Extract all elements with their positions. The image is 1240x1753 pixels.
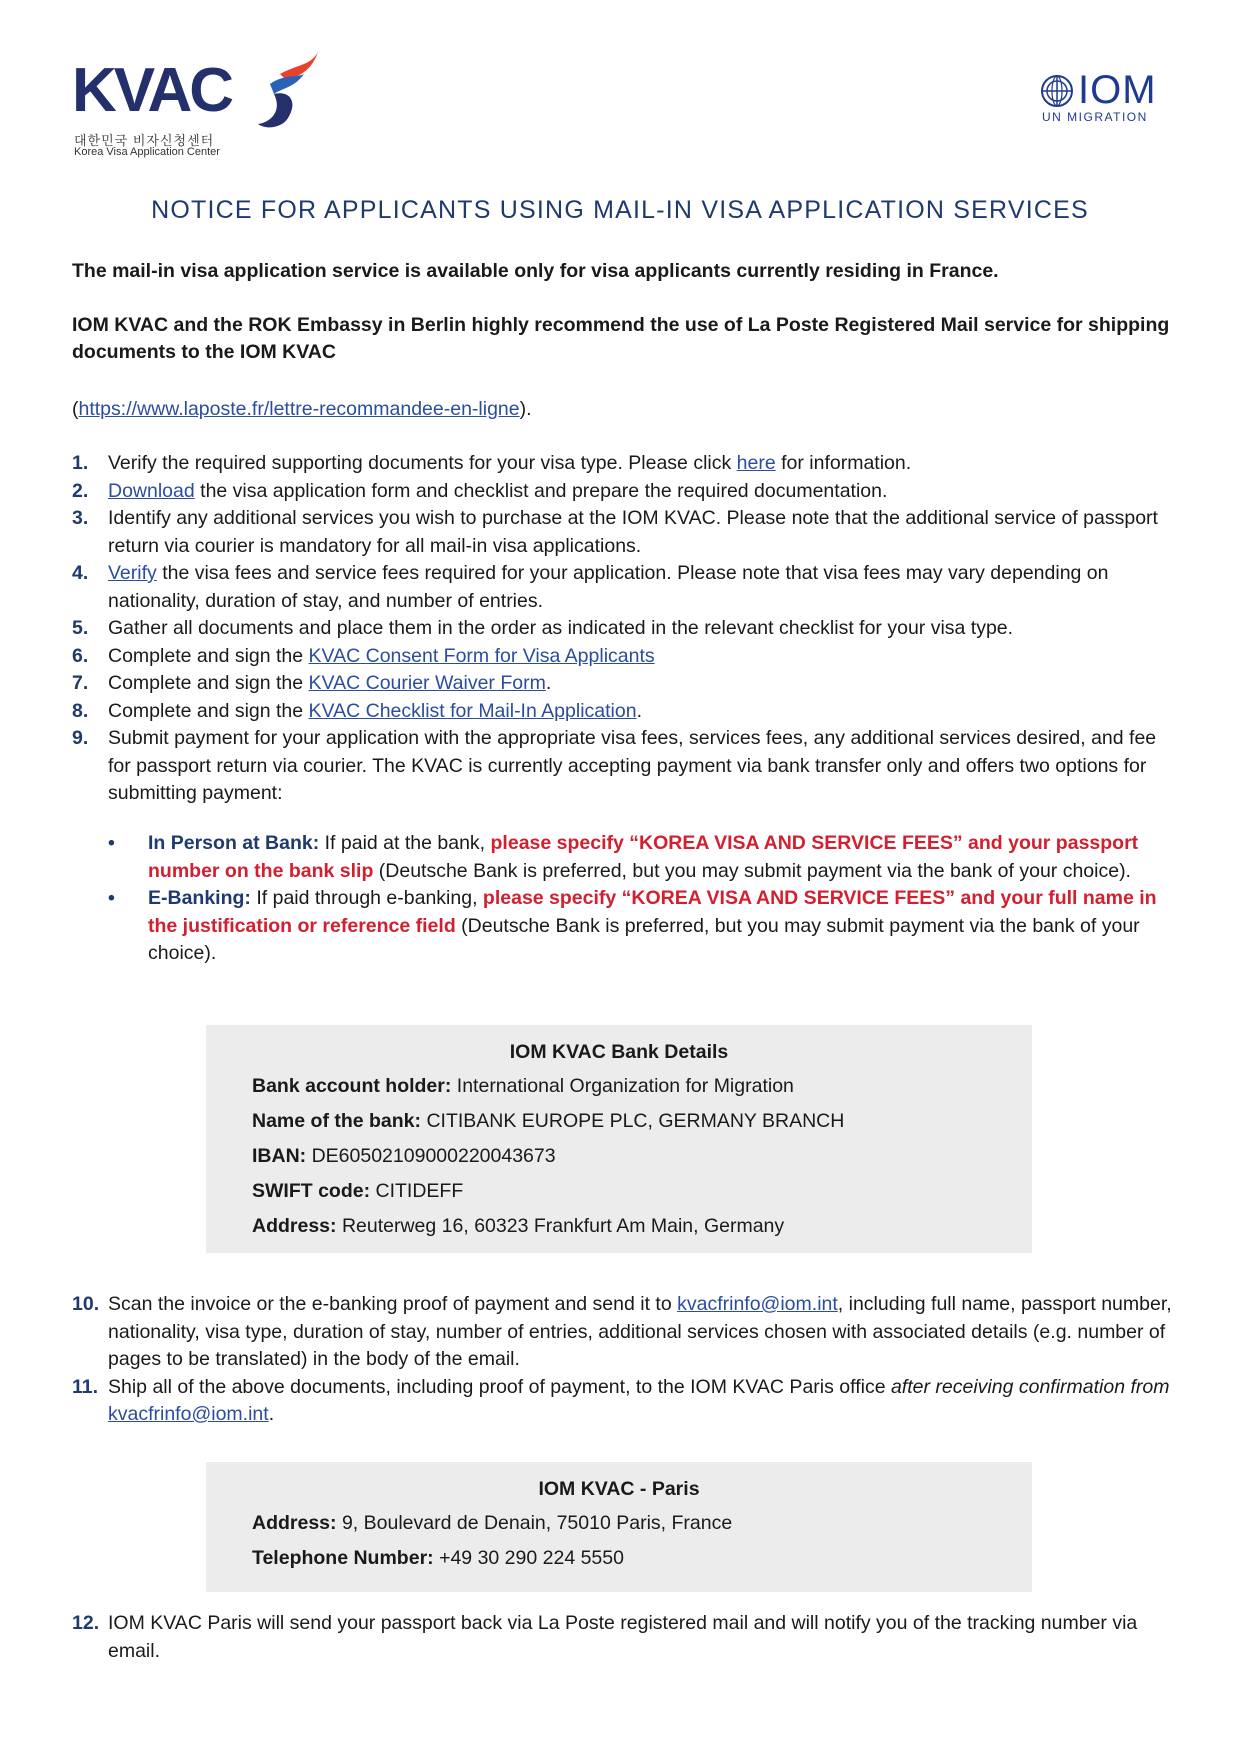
step-item bbox=[72, 698, 1182, 726]
step-number: 4. bbox=[72, 562, 89, 584]
step-text: the visa fees and service fees required for your application. Please note that visa fees may vary depending on nationality, duration of stay, and number of entries. bbox=[108, 562, 1109, 612]
un-globe-icon bbox=[1040, 74, 1074, 108]
step-number: 1. bbox=[72, 452, 89, 474]
step-text: Submit payment for your application with the appropriate visa fees, services fees, any additional services desired, and fee for passport return via courier. The KVAC is currently accepting payment via bank transfer only and offers two options for submitting payment: bbox=[108, 727, 1157, 804]
step-item bbox=[72, 615, 1182, 643]
paris-row bbox=[252, 1546, 1032, 1571]
bank-row bbox=[252, 1109, 1032, 1134]
step-number: 2. bbox=[72, 479, 89, 502]
intro-paragraph-1: The mail-in visa application service is available only for visa applicants currently residing in France. bbox=[72, 260, 999, 282]
bank-row-value: DE60502109000220043673 bbox=[306, 1145, 556, 1167]
paris-office-box bbox=[206, 1462, 1032, 1592]
kvac-logo bbox=[72, 44, 262, 162]
bank-row-value: Reuterweg 16, 60323 Frankfurt Am Main, Germany bbox=[336, 1215, 785, 1237]
steps-list-1 bbox=[72, 450, 1182, 808]
here-link[interactable]: here bbox=[736, 452, 776, 474]
step-text: . bbox=[268, 1403, 275, 1425]
checklist-link[interactable]: KVAC Checklist for Mail-In Application bbox=[308, 699, 637, 722]
iom-logo-text: IOM bbox=[1078, 68, 1157, 112]
step-text: the visa application form and checklist and prepare the required documentation. bbox=[194, 479, 888, 502]
step-item bbox=[72, 643, 1182, 671]
bullet-label: E-Banking: bbox=[148, 887, 251, 909]
kvac-english-name: Korea Visa Application Center bbox=[74, 146, 220, 158]
step-text: Verify the required supporting documents for your visa type. Please click bbox=[108, 452, 737, 474]
step-italic-text: after receiving confirmation from bbox=[890, 1375, 1170, 1398]
step-item bbox=[72, 560, 1182, 615]
step-item bbox=[72, 1291, 1182, 1374]
consent-form-link[interactable]: KVAC Consent Form for Visa Applicants bbox=[308, 644, 655, 667]
bank-row-key: IBAN: bbox=[252, 1145, 307, 1167]
bullet-dot: • bbox=[108, 887, 115, 909]
iom-subtitle: UN MIGRATION bbox=[1042, 110, 1148, 124]
step-number: 6. bbox=[72, 644, 89, 667]
bank-details-box bbox=[206, 1025, 1032, 1253]
email-link[interactable]: kvacfrinfo@iom.int bbox=[108, 1403, 269, 1425]
bullet-highlight: please specify “KOREA VISA AND SERVICE FEES” and your passport number on the bank slip bbox=[148, 832, 1139, 882]
step-text: Complete and sign the bbox=[108, 644, 309, 667]
bullet-text: (Deutsche Bank is preferred, but you may submit payment via the bank of your choice). bbox=[148, 914, 1140, 964]
step-text: Gather all documents and place them in the order as indicated in the relevant checklist for your visa type. bbox=[108, 617, 1014, 639]
bank-row bbox=[252, 1074, 1032, 1099]
download-link[interactable]: Download bbox=[108, 479, 195, 502]
step-item bbox=[72, 1374, 1182, 1429]
iom-logo bbox=[1040, 68, 1175, 128]
page-title: NOTICE FOR APPLICANTS USING MAIL-IN VISA APPLICATION SERVICES bbox=[151, 196, 1089, 224]
step-number: 5. bbox=[72, 617, 89, 639]
email-link[interactable]: kvacfrinfo@iom.int bbox=[677, 1293, 838, 1315]
bank-row-key: SWIFT code: bbox=[252, 1180, 371, 1202]
step-item bbox=[72, 478, 1182, 506]
step-text: . bbox=[636, 699, 642, 722]
step-number: 10. bbox=[72, 1293, 100, 1315]
bank-row bbox=[252, 1179, 1032, 1204]
bank-row-value: CITIDEFF bbox=[370, 1180, 464, 1202]
step-text: Scan the invoice or the e-banking proof of payment and send it to bbox=[108, 1293, 678, 1315]
payment-options-list bbox=[108, 830, 1178, 968]
step-number: 7. bbox=[72, 672, 89, 694]
step-number: 3. bbox=[72, 507, 89, 529]
url-open-paren: ( bbox=[72, 398, 79, 420]
bullet-item bbox=[108, 830, 1178, 885]
step-text: . bbox=[545, 672, 552, 694]
bank-row-value: CITIBANK EUROPE PLC, GERMANY BRANCH bbox=[421, 1110, 845, 1132]
bank-row bbox=[252, 1214, 1032, 1239]
bullet-dot: • bbox=[108, 832, 115, 854]
step-text: Complete and sign the bbox=[108, 672, 309, 694]
step-number: 11. bbox=[72, 1375, 99, 1398]
paris-row-key: Address: bbox=[252, 1512, 337, 1534]
step-item bbox=[72, 1610, 1182, 1665]
steps-list-2 bbox=[72, 1291, 1182, 1429]
bullet-item bbox=[108, 885, 1178, 968]
step-text: IOM KVAC Paris will send your passport back via La Poste registered mail and will notify you of the tracking number via email. bbox=[108, 1612, 1138, 1662]
paris-row-value: +49 30 290 224 5550 bbox=[433, 1547, 624, 1569]
paris-box-title: IOM KVAC - Paris bbox=[538, 1478, 700, 1500]
intro-url-line bbox=[72, 396, 1182, 423]
step-text: Complete and sign the bbox=[108, 699, 309, 722]
url-close-paren: ). bbox=[519, 398, 532, 420]
kvac-korean-name: 대한민국 비자신청센터 bbox=[74, 133, 215, 148]
bank-row-key: Bank account holder: bbox=[252, 1075, 452, 1097]
verify-link[interactable]: Verify bbox=[108, 562, 157, 584]
bullet-text: If paid at the bank, bbox=[319, 832, 491, 854]
bullet-text: (Deutsche Bank is preferred, but you may submit payment via the bank of your choice). bbox=[373, 859, 1131, 882]
paris-row bbox=[252, 1511, 1032, 1536]
step-number: 8. bbox=[72, 699, 89, 722]
bank-row-value: International Organization for Migration bbox=[451, 1075, 794, 1097]
paris-row-key: Telephone Number: bbox=[252, 1547, 434, 1569]
step-number: 9. bbox=[72, 727, 89, 749]
step-text: for information. bbox=[775, 452, 912, 474]
intro-paragraph-2: IOM KVAC and the ROK Embassy in Berlin highly recommend the use of La Poste Registered Mail service for shipping documents to the IOM KVAC bbox=[72, 314, 1170, 363]
step-item bbox=[72, 670, 1182, 698]
step-item bbox=[72, 450, 1182, 478]
bullet-text: If paid through e-banking, bbox=[250, 887, 483, 909]
step-item bbox=[72, 725, 1182, 808]
bank-row-key: Name of the bank: bbox=[252, 1110, 422, 1132]
bank-row bbox=[252, 1144, 1032, 1169]
step-number: 12. bbox=[72, 1612, 100, 1634]
courier-waiver-link[interactable]: KVAC Courier Waiver Form bbox=[308, 672, 546, 694]
bank-row-key: Address: bbox=[252, 1215, 337, 1237]
paris-row-value: 9, Boulevard de Denain, 75010 Paris, France bbox=[336, 1512, 733, 1534]
steps-list-3 bbox=[72, 1610, 1182, 1665]
bullet-highlight: please specify “KOREA VISA AND SERVICE FEES” and your full name in the justification or reference field bbox=[148, 887, 1157, 937]
laposte-link[interactable]: https://www.laposte.fr/lettre-recommandee-en-ligne bbox=[78, 398, 520, 420]
step-text: Identify any additional services you wish to purchase at the IOM KVAC. Please note that the additional service of passport return via courier is mandatory for all mail-in visa applications. bbox=[108, 507, 1158, 557]
bank-box-title: IOM KVAC Bank Details bbox=[509, 1041, 729, 1063]
bullet-label: In Person at Bank: bbox=[148, 832, 320, 854]
step-text: Ship all of the above documents, including proof of payment, to the IOM KVAC Paris office bbox=[108, 1375, 891, 1398]
step-text: , including full name, passport number, nationality, visa type, duration of stay, number of entries, additional services chosen with associated details (e.g. number of pages to be translated) in the body of the email. bbox=[108, 1293, 1172, 1370]
kvac-logo-text: KVAC bbox=[72, 56, 232, 125]
step-item bbox=[72, 505, 1182, 560]
